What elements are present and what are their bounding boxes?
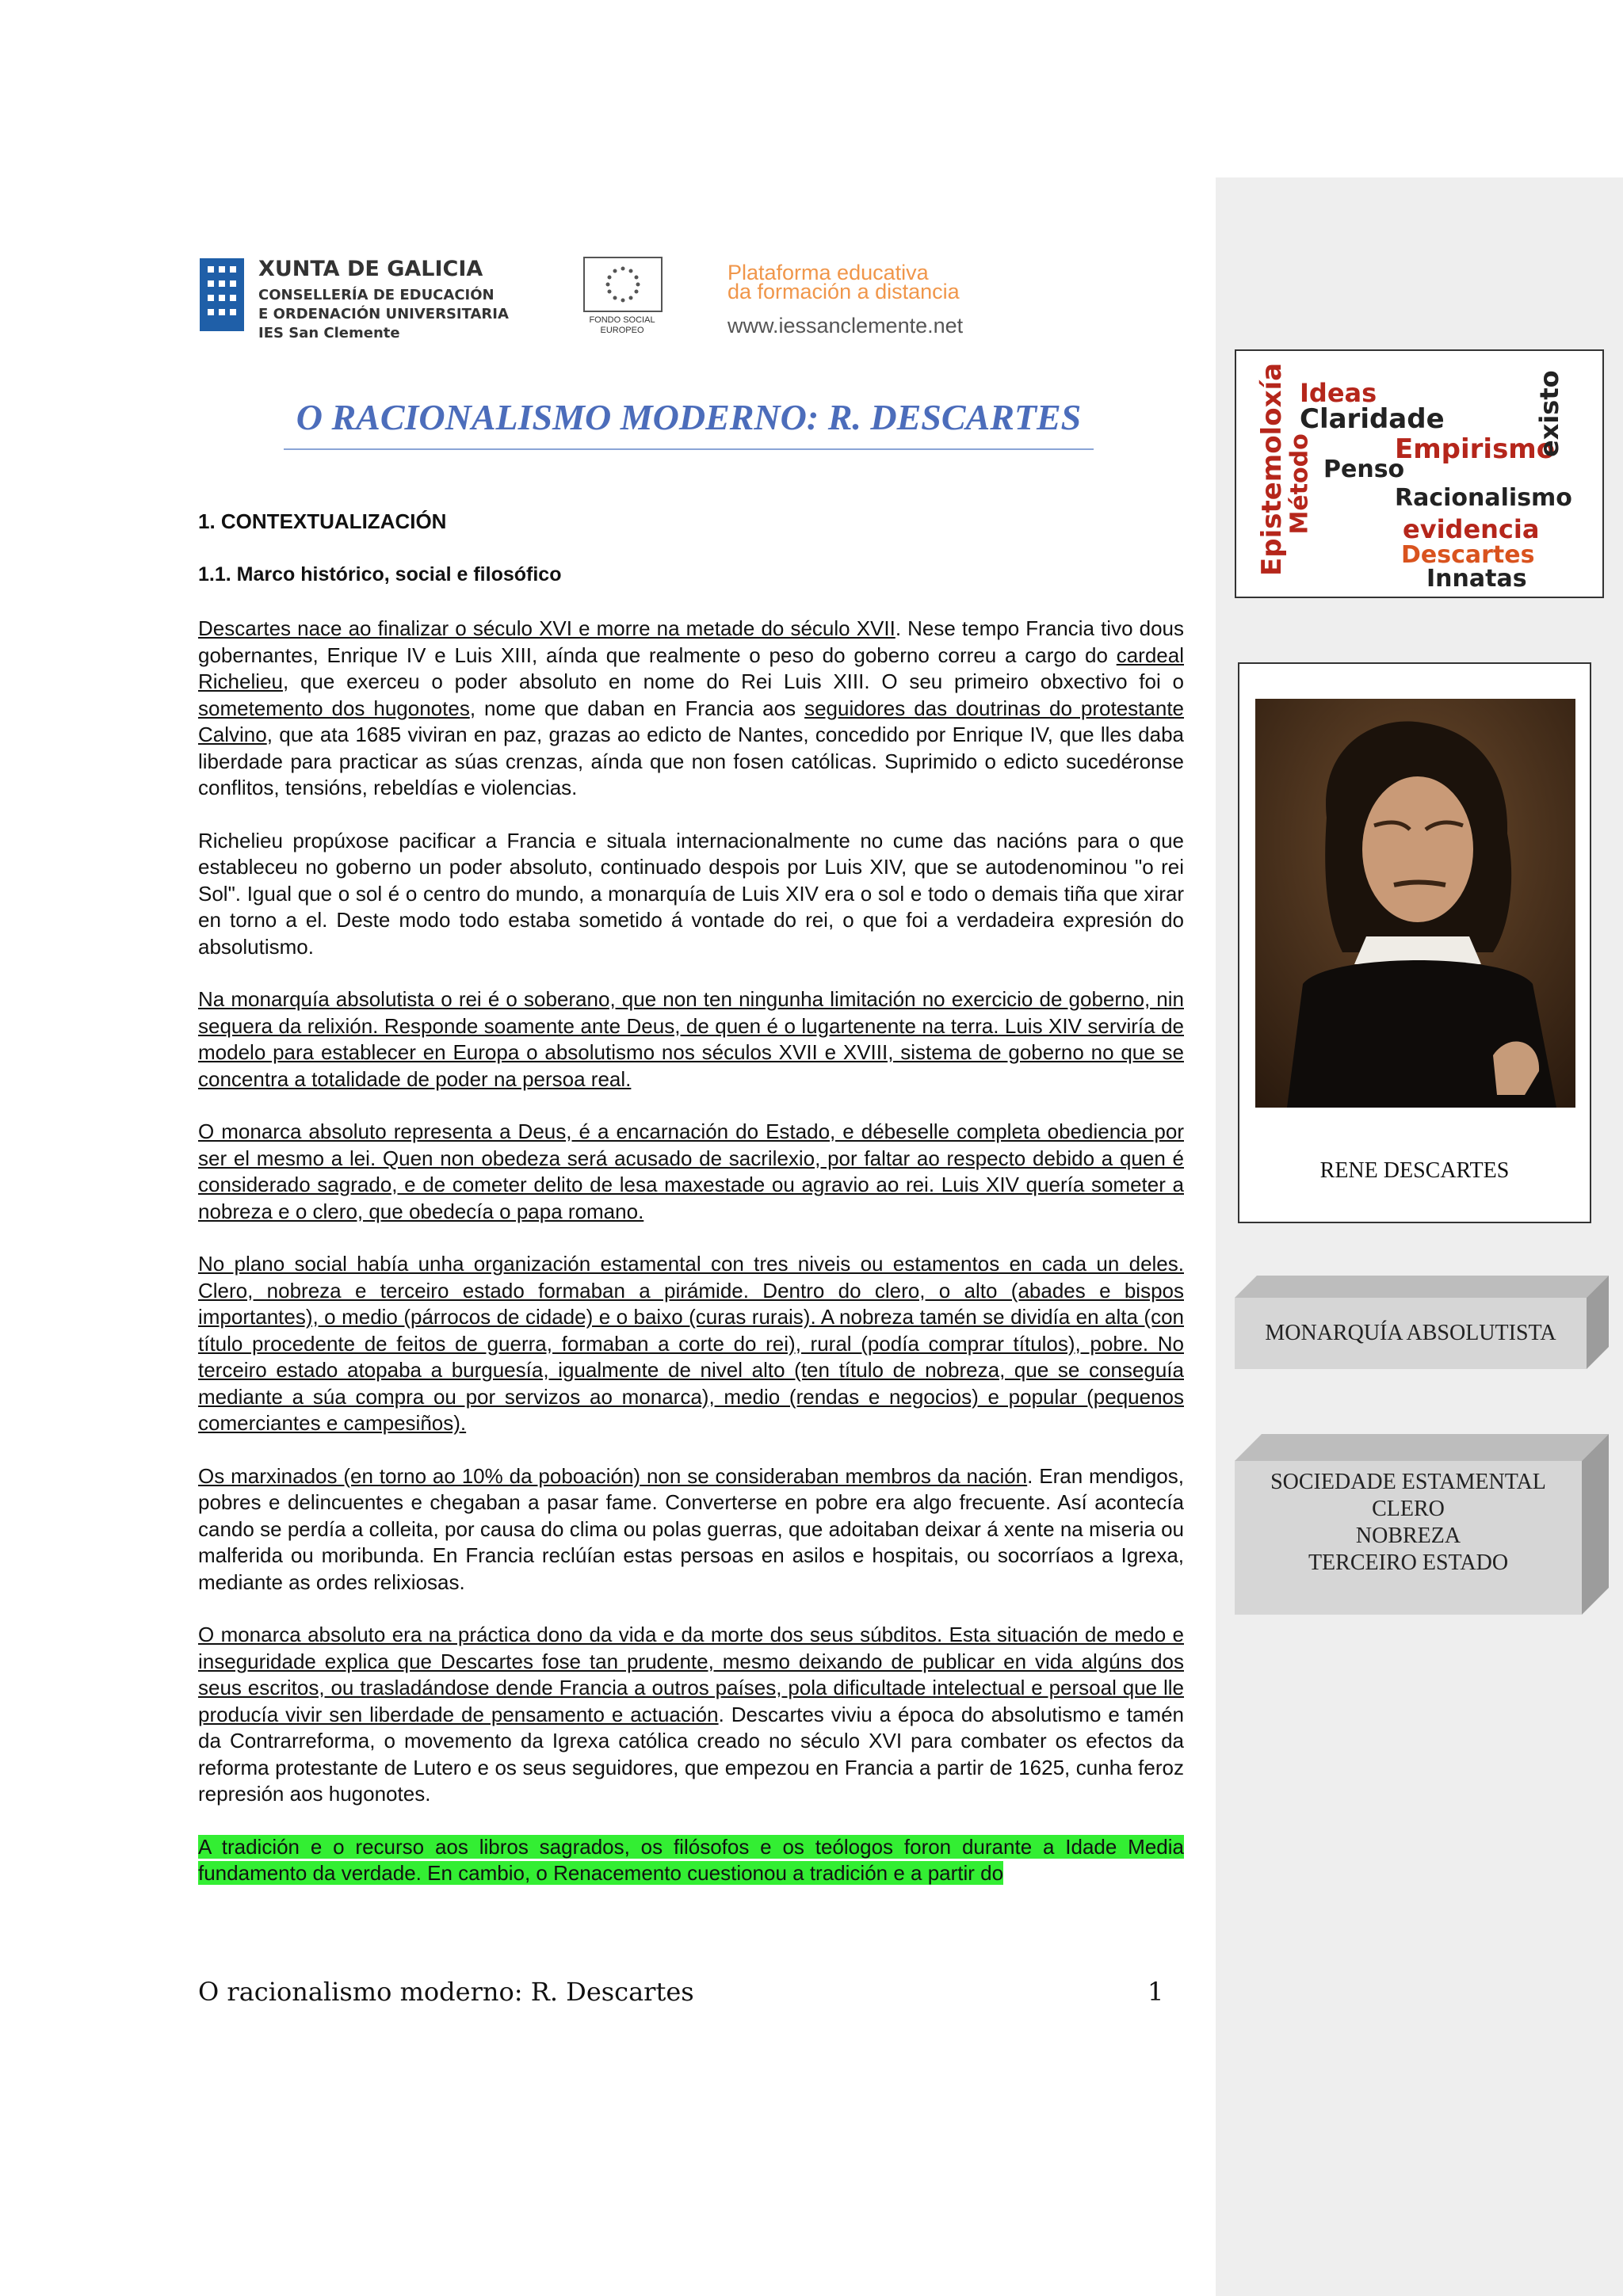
sociedade-line-2: CLERO	[1372, 1497, 1445, 1521]
word-existo: existo	[1534, 370, 1564, 457]
highlighted-text: A tradición e o recurso aos libros sagrados, os filósofos e os teólogos foron durante a Idade Media fundamento da verdade. En cambio, o Renacemento cuestionou a tradición e a partir do	[198, 1834, 1184, 1885]
body-text	[198, 616, 1184, 1913]
word-empirismo: Empirismo	[1395, 433, 1556, 465]
paragraph-8	[198, 1834, 1184, 1887]
header-logos	[198, 252, 999, 349]
monarquia-label: MONARQUÍA ABSOLUTISTA	[1265, 1321, 1556, 1345]
word-penso: Penso	[1323, 456, 1405, 483]
word-innatas: Innatas	[1426, 565, 1527, 593]
sociedade-line-1: SOCIEDADE ESTAMENTAL	[1270, 1470, 1546, 1494]
paragraph-4: O monarca absoluto representa a Deus, é a encarnación do Estado, e débeselle completa obediencia por ser el mesmo a lei. Quen non obedeza será acusado de sacrilexio, por faltar ao respecto debido a quen é considerado sagrado, e de cometer delito de lesa maxestade ou agravio ao rei. Luis XIV quería someter a nobreza e o clero, que obedecía o papa romano.	[198, 1119, 1184, 1223]
xunta-emblem-icon	[198, 257, 246, 333]
paragraph-5: No plano social había unha organización estamental con tres niveis ou estamentos en cada un deles. Clero, nobreza e terceiro estado formaban a pirámide. Dentro do clero, o alto (abades e bispos importantes), o medio (párrocos de cidade) e o baixo (curas rurais). A nobreza tamén se dividía en alta (con título procedente de feitos de guerra, formaban a corte do rei), rural (podía comprar títulos), pobre. No terceiro estado atopaba a burguesía, igualmente de nivel alto (ten título de nobreza, que se conseguía mediante a súa compra ou por servizos ao monarca), medio (rendas e negocios) e popular (pequenos comerciantes e campesiños).	[198, 1252, 1184, 1435]
sociedade-line-4: TERCEIRO ESTADO	[1308, 1550, 1509, 1575]
title-underline	[284, 448, 1094, 450]
eu-caption: FONDO SOCIAL EUROPEO	[589, 315, 655, 335]
sociedade-label	[1235, 1469, 1582, 1577]
descartes-portrait-image	[1255, 699, 1575, 1108]
monarquia-box	[1235, 1276, 1609, 1369]
xunta-department-line-2: E ORDENACIÓN UNIVERSITARIA	[258, 306, 509, 322]
platform-name: Plataforma educativa da formación a distancia	[727, 261, 960, 303]
word-racionalismo: Racionalismo	[1395, 484, 1572, 512]
document-title: O RACIONALISMO MODERNO: R. DESCARTES	[296, 397, 1082, 437]
paragraph-1: Descartes nace ao finalizar o século XVI e morre na metade do século XVII. Nese tempo Francia tivo dous gobernantes, Enrique IV e Luis XIII, aínda que realmente o peso do goberno correu a cargo do cardeal Richelieu, que exerceu o poder absoluto en nome do Rei Luis XIII. O seu primeiro obxectivo foi o sometemento dos hugonotes, nome que daban en Francia aos seguidores das doutrinas do protestante Calvino, que ata 1685 viviran en paz, grazas ao edicto de Nantes, concedido por Enrique IV, que lles daba liberdade para practicar as súas crenzas, aínda que non fosen católicas. Suprimido o edicto sucedéronse conflitos, tensións, rebeldías e violencias.	[198, 616, 1184, 799]
paragraph-2: Richelieu propúxose pacificar a Francia e situala internacionalmente no cume das nacións para o que estableceu no goberno un poder absoluto, continuado despois por Luis XIV, que se autodenominou "o rei Sol". Igual que o sol é o centro do mundo, a monarquía de Luis XIV era o sol e todo o demais tiña que xirar en torno a el. Deste modo todo estaba sometido á vontade do rei, o que foi a verdadeira expresión do absolutismo.	[198, 828, 1184, 959]
word-claridade: Claridade	[1300, 403, 1445, 435]
section-heading: 1. CONTEXTUALIZACIÓN	[198, 509, 447, 533]
page-number: 1	[1148, 1977, 1164, 2007]
xunta-title: XUNTA DE GALICIA	[258, 257, 483, 281]
paragraph-3: Na monarquía absolutista o rei é o soberano, que non ten ningunha limitación no exercicio de goberno, nin sequera da relixión. Responde soamente ante Deus, de quen é o lugartenente na terra. Luis XIV serviría de modelo para establecer en Europa o absolutismo nos séculos XVII e XVIII, sistema de goberno no que se concentra a totalidade de poder na persoa real.	[198, 987, 1184, 1091]
xunta-department-line-1: CONSELLERÍA DE EDUCACIÓN	[258, 287, 495, 303]
word-epistemoloxia: Epistemoloxía	[1256, 362, 1288, 576]
sociedade-box	[1235, 1434, 1609, 1615]
word-cloud	[1235, 349, 1604, 598]
word-descartes: Descartes	[1401, 541, 1535, 569]
footer-title: O racionalismo moderno: R. Descartes	[198, 1977, 694, 2007]
portrait-caption: RENE DESCARTES	[1319, 1158, 1510, 1183]
paragraph-7: O monarca absoluto era na práctica dono da vida e da morte dos seus súbditos. Esta situación de medo e inseguridade explica que Descartes fose tan prudente, mesmo deixando de publicar en vida algúns dos seus escritos, ou trasladándose dende Francia a outros países, pola dificultade intelectual e persoal que lle producía vivir sen liberdade de pensamento e actuación. Descartes viviu a época do absolutismo e tamén da Contrarreforma, o movemento da Igrexa católica creado no século XVI para combater os efectos da reforma protestante de Lutero e os seus seguidores, que empezou en Francia a partir de 1625, cunha feroz represión aos hugonotes.	[198, 1623, 1184, 1806]
portrait-frame	[1238, 662, 1591, 1223]
paragraph-6: Os marxinados (en torno ao 10% da poboación) non se consideraban membros da nación. Eran mendigos, pobres e delincuentes e chegaban a pasar fame. Converterse en pobre era algo frecuente. Así acontecía cando se perdía a colleita, por causa do clima ou polas guerras, que adoitaban deixar á xente na miseria ou malferida ou moribunda. En Francia reclúían estas persoas en asilos e hospitais, ou socorríaos a Igrexa, mediante as ordes relixiosas.	[198, 1463, 1184, 1594]
word-ideas: Ideas	[1300, 378, 1377, 408]
eu-flag-icon	[583, 257, 663, 312]
subsection-heading: 1.1. Marco histórico, social e filosófico	[198, 563, 562, 585]
platform-url: www.iessanclemente.net	[727, 314, 964, 338]
school-name: IES San Clemente	[258, 325, 400, 341]
word-evidencia: evidencia	[1403, 514, 1540, 544]
sociedade-line-3: NOBREZA	[1355, 1524, 1461, 1548]
word-metodo: Método	[1285, 433, 1314, 535]
